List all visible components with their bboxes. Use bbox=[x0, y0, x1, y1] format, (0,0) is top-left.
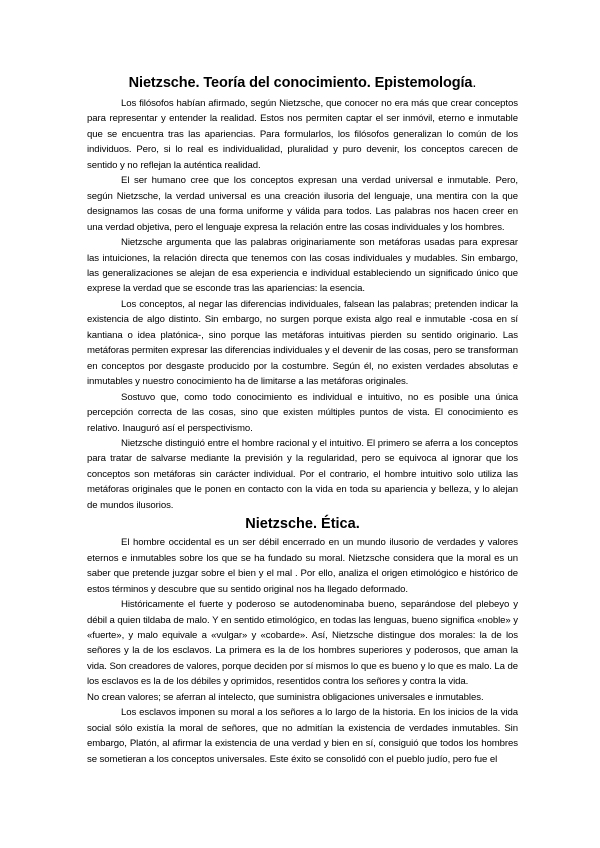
paragraph: Nietzsche argumenta que las palabras originariamente son metáforas usadas para expresar las intuiciones, la relación directa que tenemos con las cosas individuales y mudables. Sin embargo, las generalizaciones se alejan de esa experiencia e individual estableciendo un significado único que exprese la verdad que se esconde tras las apariencias: la esencia. bbox=[87, 237, 518, 295]
paragraph: Los filósofos habían afirmado, según Nietzsche, que conocer no era más que crear conceptos para representar y entender la realidad. Estos nos permiten captar el ser inmóvil, eterno e inmutable que se encuentra tras las apariencias. Para formularlos, los filósofos generalizan lo común de los individuos. Pero, si lo real es individualidad, pluralidad y puro devenir, los conceptos carecen de sentido y no reflejan la auténtica realidad. bbox=[87, 98, 518, 171]
paragraph: Sostuvo que, como todo conocimiento es individual e intuitivo, no es posible una única percepción correcta de las cosas, sino que existen múltiples puntos de vista. El conocimiento es relativo. Inauguró así el perspectivismo. bbox=[87, 391, 518, 434]
paragraph: El ser humano cree que los conceptos expresan una verdad universal e inmutable. Pero, según Nietzsche, la verdad universal es una creación ilusoria del lenguaje, una mentira con la que designamos las cosas de una forma uniforme y válida para todos. Las palabras nos hacen creer en una verdad objetiva, pero el lenguaje expresa la relación entre las cosas individuales y los hombres. bbox=[87, 175, 518, 233]
paragraph: Históricamente el fuerte y poderoso se autodenominaba bueno, separándose del plebeyo y débil a quien tildaba de malo. Y en sentido etimológico, en todas las lenguas, bueno significa «noble» y «fuerte», y malo equivale a «vulgar» y «cobarde». Así, Nietzsche distingue dos morales: la de los señores y la de los esclavos. La primera es la de los hombres superiores y poderosos, que aman la vida. Son creadores de valores, porque deciden por sí mismos lo que es bueno y lo que es malo. La de los esclavos es la de los débiles y oprimidos, resentidos contra los señores y contra la vida. bbox=[87, 599, 518, 688]
paragraph: El hombre occidental es un ser débil encerrado en un mundo ilusorio de verdades y valores eternos e inmutables sobre los que se ha fundado su moral. Nietzsche considera que la moral es un saber que pretende juzgar sobre el bien y el mal . Por ello, analiza el origen etimológico e histórico de estos términos y descubre que su sentido original nos ha llegado deformado. bbox=[87, 537, 518, 595]
paragraph: Los esclavos imponen su moral a los señores a lo largo de la historia. En los inicios de la vida social sólo existía la moral de señores, que no admitían la existencia de verdades inmutables. Sin embargo, Platón, al afirmar la existencia de una verdad y bien en sí, consiguió que todos los hombres se sometieran a los conceptos universales. Este éxito se consolidó con el pueblo judío, pero fue el bbox=[87, 707, 518, 765]
paragraph: Nietzsche distinguió entre el hombre racional y el intuitivo. El primero se aferra a los conceptos para tratar de salvarse mediante la previsión y la regularidad, pero se equivoca al ignorar que los conceptos son metáforas sin carácter individual. Por el contrario, el hombre intuitivo solo utiliza las metáforas originales que le ponen en contacto con la vida en toda su apariencia y belleza, y lo alejan de mundos ilusorios. bbox=[87, 437, 518, 511]
section-title-ethics: Nietzsche. Ética. bbox=[245, 516, 360, 533]
title-text: Nietzsche. Teoría del conocimiento. Epistemología bbox=[128, 75, 473, 91]
document-page bbox=[87, 74, 518, 767]
section-title-epistemology bbox=[87, 74, 518, 92]
paragraph: No crean valores; se aferran al intelecto, que suministra obligaciones universales e inmutables. bbox=[87, 691, 484, 703]
title-dot: . bbox=[472, 75, 477, 91]
paragraph: Los conceptos, al negar las diferencias individuales, falsean las palabras; pretenden indicar la existencia de algo distinto. Sin embargo, no surgen porque exista algo real e inmutable -cosa en sí kantiana o idea platónica-, sino porque las metáforas intuitivas pierden su sentido originario. Las metáforas permiten expresar las diferencias individuales y el devenir de las cosas, pero se transforman en conceptos por desgaste producido por la costumbre. Según él, no existen verdades absolutas e inmutables y nuestro conocimiento ha de limitarse a las metáforas originales. bbox=[87, 298, 518, 388]
